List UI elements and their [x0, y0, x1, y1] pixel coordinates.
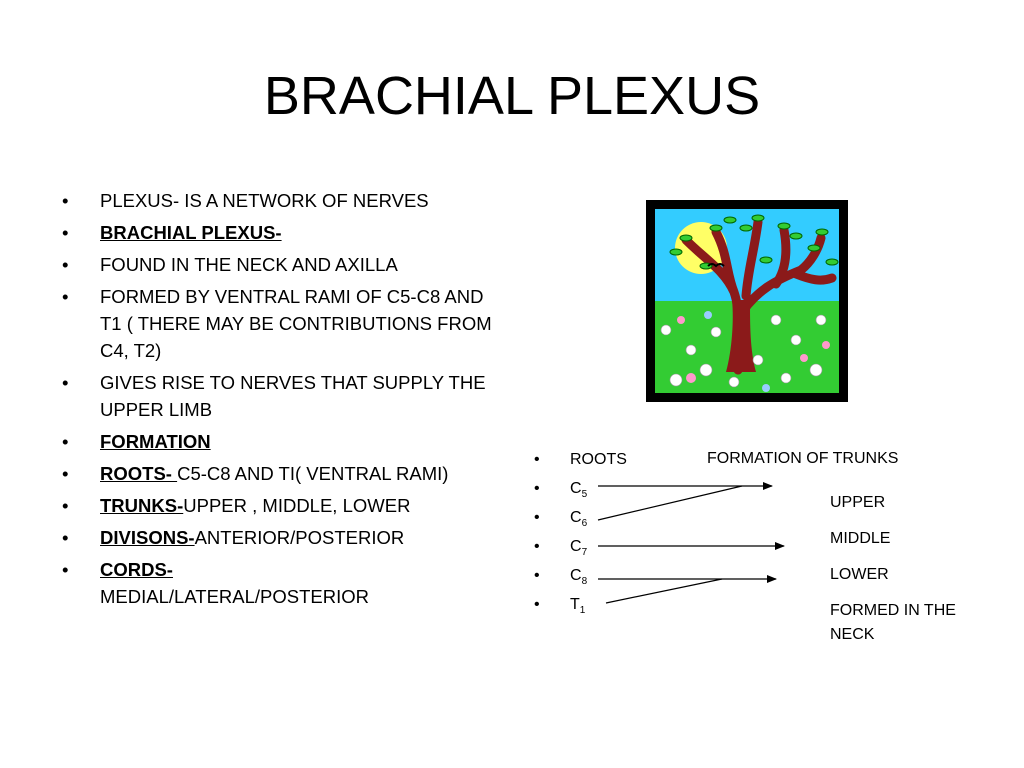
bullet-list [62, 187, 502, 615]
bullet-text: MEDIAL/LATERAL/POSTERIOR [100, 586, 369, 607]
bullet-key: TRUNKS- [100, 495, 184, 516]
list-item [62, 556, 502, 610]
root-c5: $C_5$ [570, 480, 588, 501]
trunk-middle-label: MIDDLE [830, 530, 891, 547]
bullet-heading: BRACHIAL PLEXUS- [100, 222, 282, 243]
list-item [534, 474, 644, 503]
list-item [62, 492, 502, 519]
list-item [62, 369, 502, 423]
bullet-text: C5-C8 AND TI( VENTRAL RAMI) [177, 463, 449, 484]
root-c8: $C_8$ [570, 567, 588, 588]
list-item [534, 590, 644, 619]
trunk-lower-label: LOWER [830, 566, 889, 583]
list-item [62, 460, 502, 487]
list-item [534, 561, 644, 590]
list-item [62, 187, 502, 214]
bullet-text: FOUND IN THE NECK AND AXILLA [100, 254, 398, 275]
list-item [534, 503, 644, 532]
root-c6: $C_6$ [570, 509, 588, 530]
bullet-text: FORMED BY VENTRAL RAMI OF C5-C8 AND T1 ( THERE MAY BE CONTRIBUTIONS FROM C4, T2) [100, 286, 492, 361]
list-item [62, 283, 502, 364]
bullet-text: PLEXUS- IS A NETWORK OF NERVES [100, 190, 429, 211]
formation-heading: FORMATION OF TRUNKS [707, 450, 899, 467]
bullet-key: DIVISONS- [100, 527, 195, 548]
list-item [534, 532, 644, 561]
bullet-text: ANTERIOR/POSTERIOR [194, 527, 405, 548]
trunk-formation-note: FORMED IN THE NECK [830, 602, 956, 643]
bullet-key: ROOTS- [100, 463, 178, 484]
list-item [62, 428, 502, 455]
root-t1: $T_1$ [570, 596, 586, 617]
roots-list [534, 445, 644, 619]
list-item [62, 251, 502, 278]
tree-picture-icon [646, 200, 848, 402]
list-item [62, 524, 502, 551]
bullet-text: UPPER , MIDDLE, LOWER [183, 495, 411, 516]
slide-title: BRACHIAL PLEXUS [263, 66, 761, 126]
trunk-upper-label: UPPER [830, 494, 886, 511]
bullet-heading: FORMATION [100, 431, 211, 452]
bullet-text: GIVES RISE TO NERVES THAT SUPPLY THE UPPER LIMB [100, 372, 486, 420]
roots-header: ROOTS [570, 451, 627, 468]
root-c7: $C_7$ [570, 538, 588, 559]
list-item [62, 219, 502, 246]
bullet-key: CORDS- [100, 559, 173, 580]
list-item [534, 445, 644, 474]
